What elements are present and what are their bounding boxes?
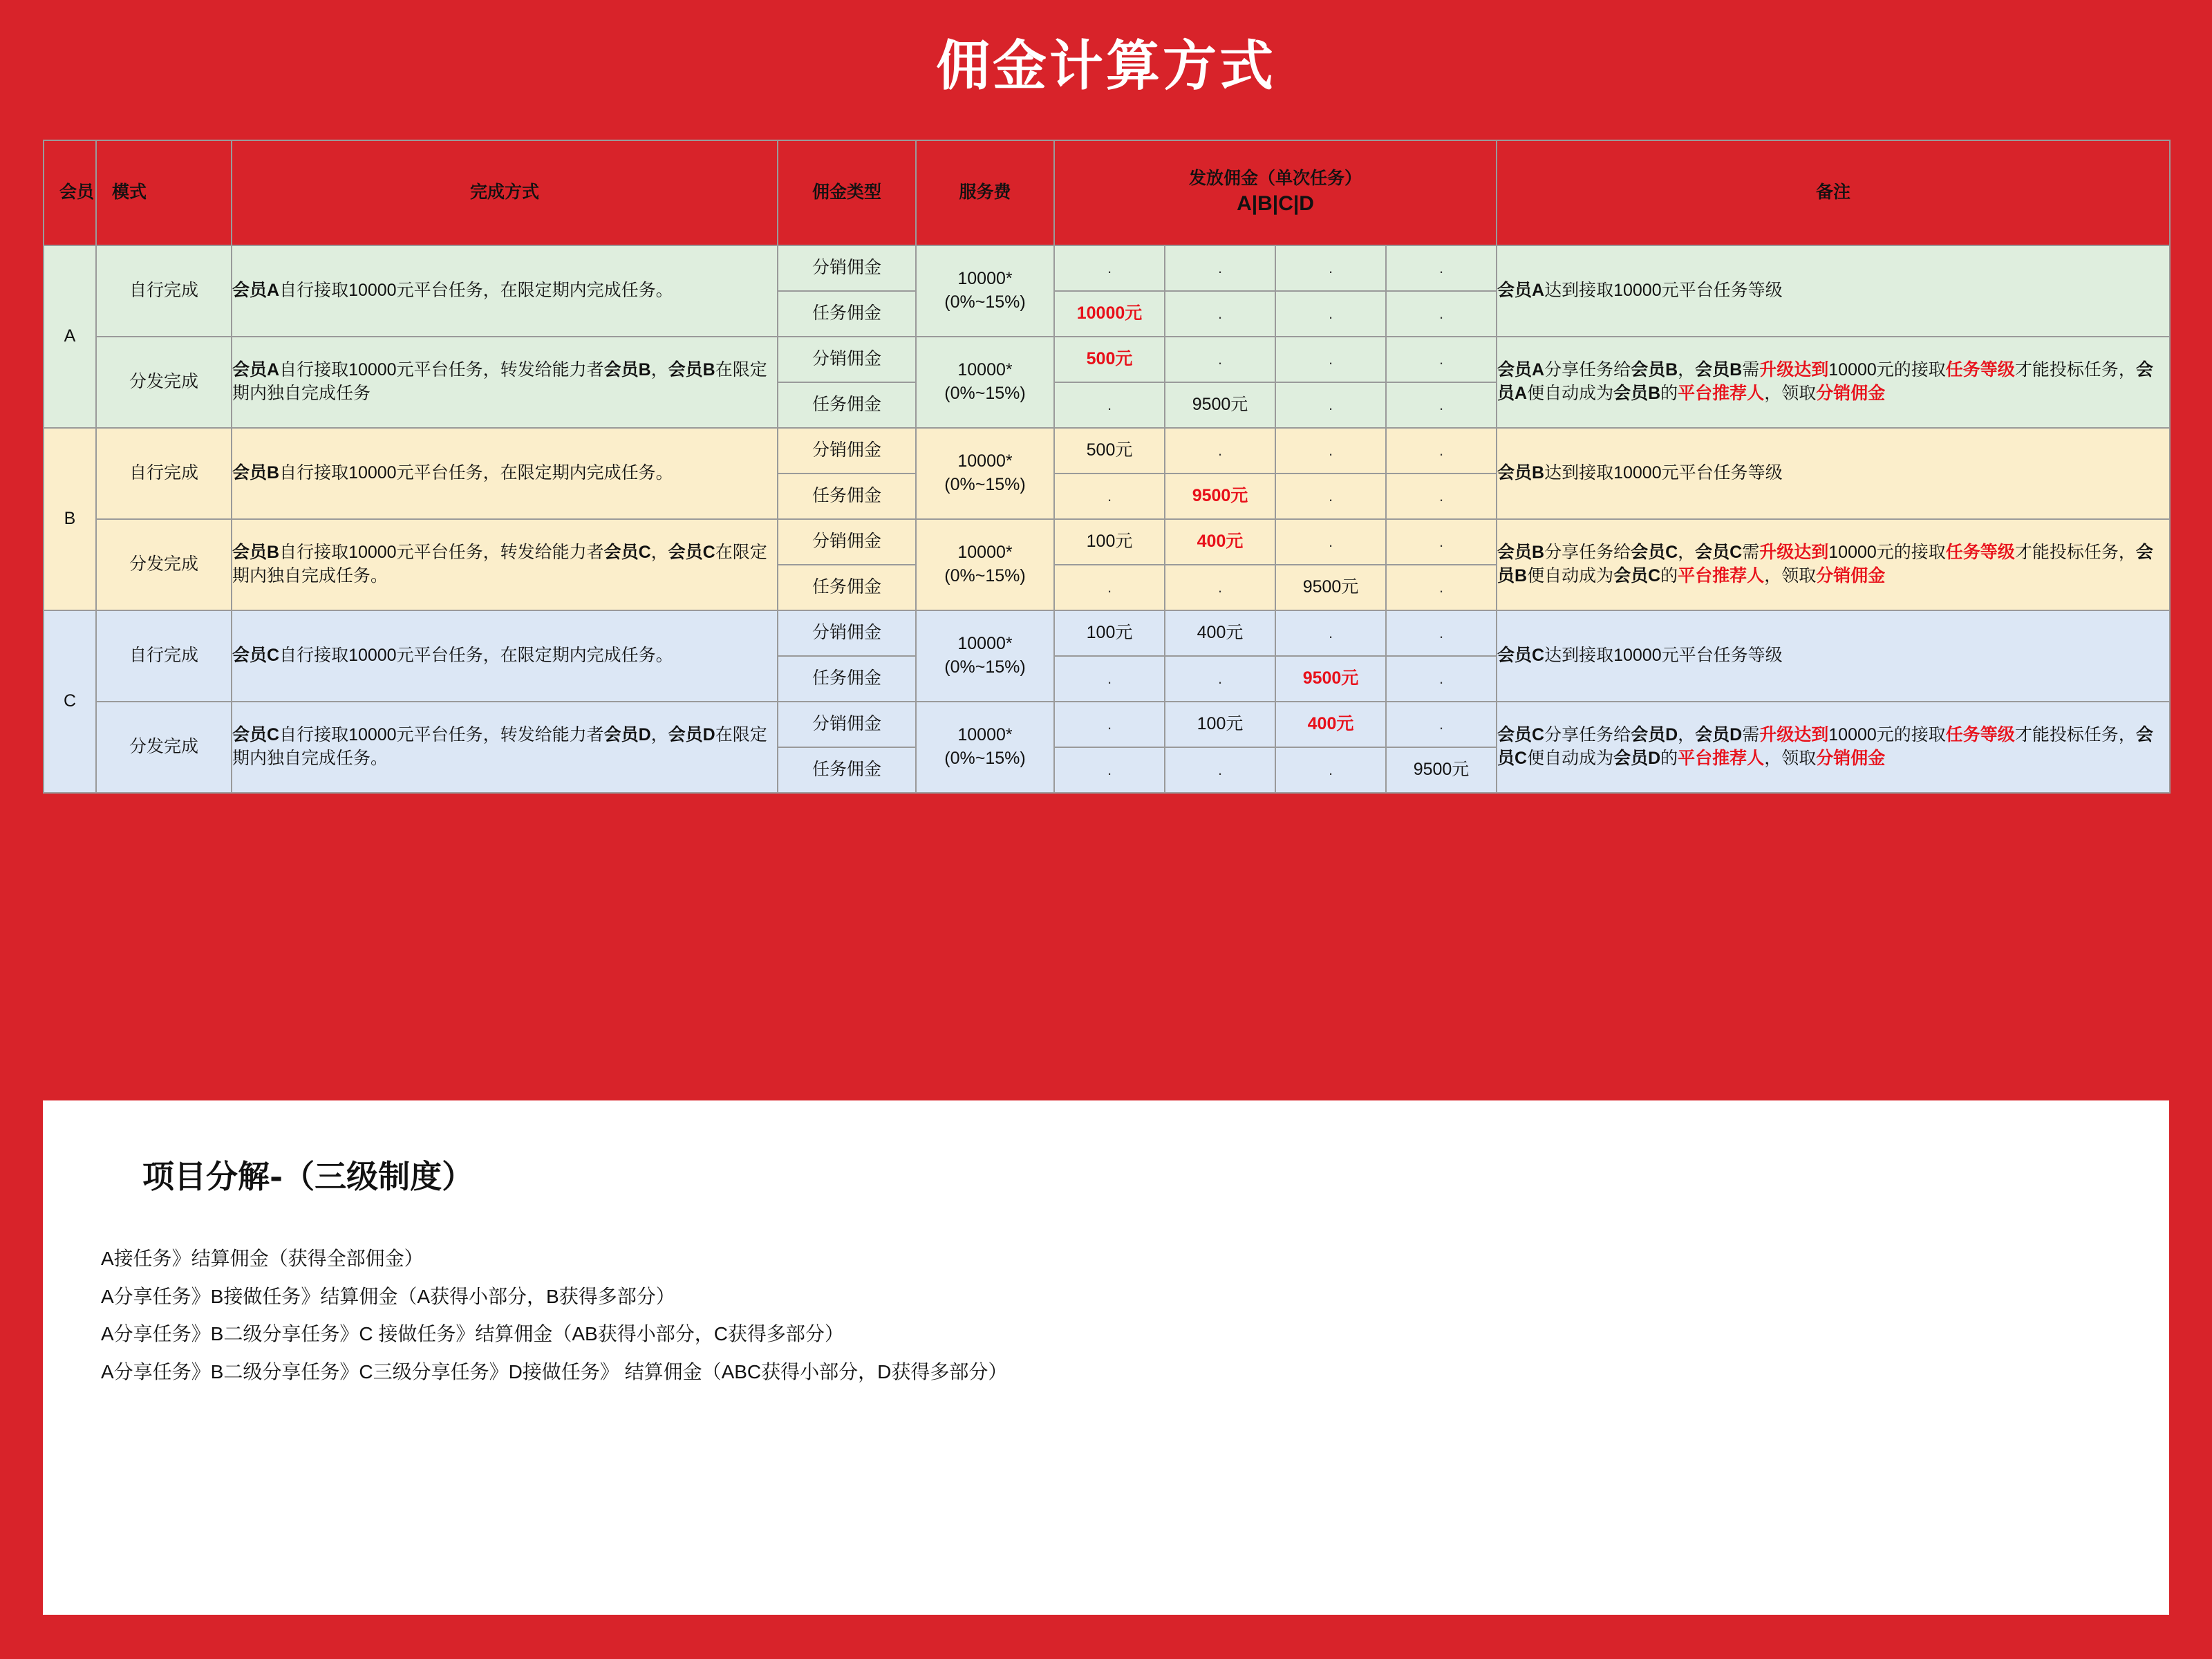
fee-rate: (0%~15%) [944, 565, 1026, 585]
header-payout-main: 发放佣金（单次任务） [1189, 168, 1362, 188]
cell-payout-b: . [1165, 565, 1275, 610]
header-howto: 完成方式 [232, 140, 778, 245]
cell-howto: 会员B自行接取10000元平台任务，在限定期内完成任务。 [232, 428, 778, 519]
cell-payout-b: 400元 [1165, 519, 1275, 565]
cell-mode: 自行完成 [96, 245, 232, 337]
header-payout-sub: A|B|C|D [1237, 192, 1314, 216]
fee-base: 10000* [957, 451, 1013, 471]
header-mode: 模式 [96, 140, 232, 245]
breakdown-line: A分享任务》B二级分享任务》C三级分享任务》D接做任务》 结算佣金（ABC获得小部分，D获得多部分） [101, 1360, 1008, 1382]
cell-payout-d: . [1386, 565, 1497, 610]
cell-payout-b: . [1165, 291, 1275, 337]
cell-payout-a: 500元 [1054, 428, 1165, 474]
cell-payout-c: 9500元 [1275, 656, 1386, 702]
cell-commission-type: 任务佣金 [778, 382, 916, 428]
cell-commission-type: 任务佣金 [778, 747, 916, 793]
page-title: 佣金计算方式 [935, 35, 1276, 97]
cell-payout-c: . [1275, 337, 1386, 382]
cell-note: 会员A达到接取10000元平台任务等级 [1497, 245, 2170, 337]
cell-payout-d: . [1386, 702, 1497, 747]
header-payout [1054, 140, 1497, 245]
cell-payout-d: . [1386, 428, 1497, 474]
table-body [44, 245, 2170, 793]
fee-base: 10000* [957, 269, 1013, 289]
cell-payout-b: . [1165, 337, 1275, 382]
cell-howto: 会员C自行接取10000元平台任务，在限定期内完成任务。 [232, 610, 778, 702]
cell-payout-c: . [1275, 382, 1386, 428]
breakdown-line: A分享任务》B接做任务》结算佣金（A获得小部分，B获得多部分） [101, 1285, 675, 1307]
breakdown-list [101, 1240, 2111, 1391]
fee-rate: (0%~15%) [944, 657, 1026, 677]
cell-note: 会员C分享任务给会员D，会员D需升级达到10000元的接取任务等级才能投标任务，会员C便自动成为会员D的平台推荐人，领取分销佣金 [1497, 702, 2170, 793]
cell-payout-b: . [1165, 656, 1275, 702]
fee-rate: (0%~15%) [944, 383, 1026, 403]
cell-service-fee [916, 428, 1054, 519]
cell-mode: 自行完成 [96, 428, 232, 519]
header-service-fee: 服务费 [916, 140, 1054, 245]
table-row [44, 610, 2170, 656]
fee-base: 10000* [957, 725, 1013, 745]
header-member: 会员 [44, 140, 96, 245]
fee-base: 10000* [957, 543, 1013, 563]
breakdown-line: A分享任务》B二级分享任务》C 接做任务》结算佣金（AB获得小部分，C获得多部分） [101, 1323, 844, 1345]
header-note: 备注 [1497, 140, 2170, 245]
cell-payout-b: 9500元 [1165, 474, 1275, 519]
cell-payout-c: 400元 [1275, 702, 1386, 747]
cell-note: 会员A分享任务给会员B，会员B需升级达到10000元的接取任务等级才能投标任务，会员A便自动成为会员B的平台推荐人，领取分销佣金 [1497, 337, 2170, 428]
cell-payout-b: 400元 [1165, 610, 1275, 656]
cell-payout-d: . [1386, 382, 1497, 428]
cell-payout-b: . [1165, 245, 1275, 291]
cell-payout-c: . [1275, 519, 1386, 565]
cell-payout-d: . [1386, 656, 1497, 702]
cell-commission-type: 任务佣金 [778, 565, 916, 610]
cell-commission-type: 分销佣金 [778, 337, 916, 382]
cell-payout-a: . [1054, 702, 1165, 747]
cell-member: C [44, 610, 96, 793]
cell-payout-b: 100元 [1165, 702, 1275, 747]
cell-payout-a: 100元 [1054, 610, 1165, 656]
cell-payout-b: . [1165, 428, 1275, 474]
cell-commission-type: 分销佣金 [778, 519, 916, 565]
cell-payout-b: 9500元 [1165, 382, 1275, 428]
cell-note: 会员C达到接取10000元平台任务等级 [1497, 610, 2170, 702]
cell-service-fee [916, 519, 1054, 610]
fee-base: 10000* [957, 634, 1013, 654]
cell-commission-type: 分销佣金 [778, 428, 916, 474]
cell-mode: 分发完成 [96, 702, 232, 793]
cell-payout-d: . [1386, 291, 1497, 337]
table-row [44, 245, 2170, 291]
cell-payout-c: . [1275, 428, 1386, 474]
cell-payout-c: . [1275, 245, 1386, 291]
cell-payout-a: . [1054, 565, 1165, 610]
cell-howto: 会员A自行接取10000元平台任务，转发给能力者会员B，会员B在限定期内独自完成任务 [232, 337, 778, 428]
cell-payout-d: . [1386, 474, 1497, 519]
cell-commission-type: 分销佣金 [778, 245, 916, 291]
cell-commission-type: 分销佣金 [778, 702, 916, 747]
cell-howto: 会员A自行接取10000元平台任务，在限定期内完成任务。 [232, 245, 778, 337]
cell-payout-c: . [1275, 747, 1386, 793]
table-header [44, 140, 2170, 245]
table-row [44, 702, 2170, 747]
cell-payout-c: 9500元 [1275, 565, 1386, 610]
cell-mode: 分发完成 [96, 337, 232, 428]
cell-howto: 会员C自行接取10000元平台任务，转发给能力者会员D，会员D在限定期内独自完成任务。 [232, 702, 778, 793]
cell-payout-a: . [1054, 656, 1165, 702]
table-row [44, 519, 2170, 565]
cell-member: A [44, 245, 96, 428]
cell-payout-a: 10000元 [1054, 291, 1165, 337]
cell-note: 会员B达到接取10000元平台任务等级 [1497, 428, 2170, 519]
cell-mode: 分发完成 [96, 519, 232, 610]
poster-title-bar [0, 0, 2212, 97]
fee-rate: (0%~15%) [944, 474, 1026, 494]
cell-payout-c: . [1275, 291, 1386, 337]
table-row [44, 337, 2170, 382]
cell-commission-type: 任务佣金 [778, 656, 916, 702]
commission-table [43, 140, 2171, 794]
fee-base: 10000* [957, 360, 1013, 380]
breakdown-line: A接任务》结算佣金（获得全部佣金） [101, 1248, 424, 1269]
cell-payout-c: . [1275, 610, 1386, 656]
cell-service-fee [916, 610, 1054, 702]
cell-howto: 会员B自行接取10000元平台任务，转发给能力者会员C，会员C在限定期内独自完成任务。 [232, 519, 778, 610]
cell-payout-d: . [1386, 519, 1497, 565]
cell-payout-d: . [1386, 245, 1497, 291]
cell-payout-a: . [1054, 747, 1165, 793]
cell-payout-a: . [1054, 245, 1165, 291]
cell-commission-type: 任务佣金 [778, 474, 916, 519]
cell-mode: 自行完成 [96, 610, 232, 702]
cell-payout-a: . [1054, 474, 1165, 519]
cell-payout-c: . [1275, 474, 1386, 519]
cell-payout-d: . [1386, 337, 1497, 382]
fee-rate: (0%~15%) [944, 292, 1026, 312]
cell-payout-d: . [1386, 610, 1497, 656]
cell-service-fee [916, 245, 1054, 337]
table-row [44, 428, 2170, 474]
cell-member: B [44, 428, 96, 610]
breakdown-heading: 项目分解-（三级制度） [142, 1158, 474, 1195]
cell-service-fee [916, 337, 1054, 428]
cell-commission-type: 任务佣金 [778, 291, 916, 337]
cell-payout-a: 500元 [1054, 337, 1165, 382]
cell-payout-a: 100元 [1054, 519, 1165, 565]
cell-commission-type: 分销佣金 [778, 610, 916, 656]
commission-table-wrapper [43, 140, 2169, 794]
cell-payout-b: . [1165, 747, 1275, 793]
cell-note: 会员B分享任务给会员C，会员C需升级达到10000元的接取任务等级才能投标任务，会员B便自动成为会员C的平台推荐人，领取分销佣金 [1497, 519, 2170, 610]
cell-service-fee [916, 702, 1054, 793]
fee-rate: (0%~15%) [944, 748, 1026, 768]
header-commission-type: 佣金类型 [778, 140, 916, 245]
breakdown-panel [43, 1100, 2169, 1615]
cell-payout-d: 9500元 [1386, 747, 1497, 793]
cell-payout-a: . [1054, 382, 1165, 428]
